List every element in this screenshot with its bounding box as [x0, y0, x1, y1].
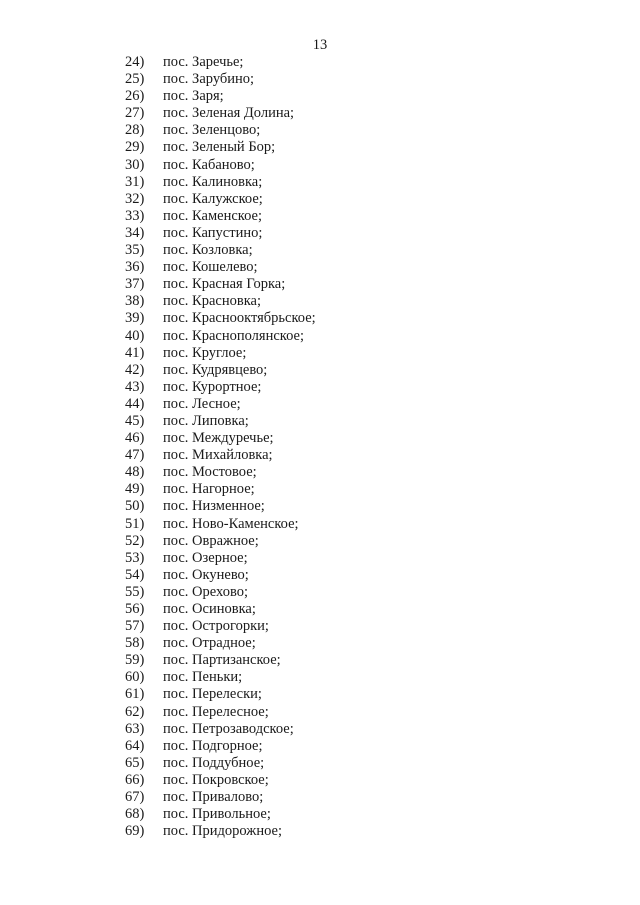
- item-text: пос. Нагорное;: [163, 481, 255, 498]
- item-text: пос. Озерное;: [163, 549, 248, 566]
- item-text: пос. Острогорки;: [163, 618, 269, 635]
- item-number: 58): [125, 635, 145, 652]
- item-text: пос. Заря;: [163, 88, 224, 105]
- item-number: 34): [125, 224, 145, 241]
- item-number: 57): [125, 618, 145, 635]
- item-text: пос. Низменное;: [163, 498, 265, 515]
- item-number: 24): [125, 54, 145, 70]
- item-number: 40): [125, 327, 145, 344]
- item-number: 41): [125, 344, 145, 361]
- item-number: 56): [125, 601, 145, 617]
- item-text: пос. Орехово;: [163, 583, 248, 600]
- item-text: пос. Михайловка;: [163, 447, 273, 464]
- item-number: 69): [125, 823, 145, 840]
- item-number: 33): [125, 207, 145, 224]
- item-text: пос. Калиновка;: [163, 173, 263, 190]
- item-text: пос. Калужское;: [163, 190, 263, 207]
- item-number: 36): [125, 259, 145, 276]
- item-number: 45): [125, 412, 145, 429]
- item-number: 32): [125, 190, 145, 207]
- item-number: 63): [125, 720, 145, 737]
- item-number: 28): [125, 122, 145, 139]
- item-text: пос. Пеньки;: [163, 669, 243, 686]
- item-text: пос. Заречье;: [163, 54, 244, 70]
- item-number: 25): [125, 71, 145, 88]
- item-number: 60): [125, 669, 145, 686]
- item-number: 48): [125, 464, 145, 481]
- item-text: пос. Красная Горка;: [163, 276, 286, 293]
- item-number: 30): [125, 156, 145, 173]
- item-text: пос. Окунево;: [163, 566, 249, 583]
- item-text: пос. Междуречье;: [163, 430, 274, 447]
- item-text: пос. Отрадное;: [163, 635, 256, 652]
- item-text: пос. Козловка;: [163, 242, 253, 259]
- item-number: 64): [125, 737, 145, 754]
- item-text: пос. Краснооктябрьское;: [163, 310, 316, 327]
- item-number: 38): [125, 293, 145, 310]
- item-text: пос. Осиновка;: [163, 601, 256, 617]
- item-number: 59): [125, 652, 145, 669]
- item-text: пос. Привалово;: [163, 789, 264, 806]
- item-text: пос. Покровское;: [163, 771, 269, 788]
- item-text: пос. Овражное;: [163, 532, 259, 549]
- item-text: пос. Зарубино;: [163, 71, 255, 88]
- item-number: 39): [125, 310, 145, 327]
- item-number: 53): [125, 549, 145, 566]
- item-number: 55): [125, 583, 145, 600]
- item-number: 62): [125, 703, 145, 720]
- item-text: пос. Ново-Каменское;: [163, 515, 299, 532]
- item-text: пос. Придорожное;: [163, 823, 282, 840]
- item-text: пос. Красновка;: [163, 293, 261, 310]
- item-text: пос. Краснополянское;: [163, 327, 304, 344]
- item-number: 29): [125, 139, 145, 156]
- item-text: пос. Липовка;: [163, 412, 249, 429]
- item-number: 27): [125, 105, 145, 122]
- item-number: 66): [125, 771, 145, 788]
- item-number: 42): [125, 361, 145, 378]
- item-text: пос. Мостовое;: [163, 464, 257, 481]
- item-number: 67): [125, 789, 145, 806]
- item-number: 26): [125, 88, 145, 105]
- page-number: 13: [312, 37, 328, 53]
- item-number: 49): [125, 481, 145, 498]
- item-text: пос. Зеленцово;: [163, 122, 261, 139]
- item-text: пос. Перелесное;: [163, 703, 269, 720]
- item-text: пос. Перелески;: [163, 686, 262, 703]
- item-text: пос. Курортное;: [163, 378, 262, 395]
- item-text: пос. Партизанское;: [163, 652, 281, 669]
- item-number: 43): [125, 378, 145, 395]
- item-text: пос. Лесное;: [163, 395, 241, 412]
- item-text: пос. Капустино;: [163, 224, 263, 241]
- item-text: пос. Поддубное;: [163, 754, 265, 771]
- item-number: 44): [125, 395, 145, 412]
- item-text: пос. Зеленый Бор;: [163, 139, 276, 156]
- item-number: 50): [125, 498, 145, 515]
- item-text: пос. Привольное;: [163, 806, 271, 823]
- item-number: 47): [125, 447, 145, 464]
- item-number: 46): [125, 430, 145, 447]
- item-text: пос. Кудрявцево;: [163, 361, 268, 378]
- item-number: 54): [125, 566, 145, 583]
- item-number: 35): [125, 242, 145, 259]
- item-number: 52): [125, 532, 145, 549]
- item-number: 31): [125, 173, 145, 190]
- item-text: пос. Зеленая Долина;: [163, 105, 295, 122]
- item-text: пос. Круглое;: [163, 344, 247, 361]
- item-number: 51): [125, 515, 145, 532]
- item-text: пос. Петрозаводское;: [163, 720, 294, 737]
- item-text: пос. Подгорное;: [163, 737, 263, 754]
- item-text: пос. Каменское;: [163, 207, 262, 224]
- item-number: 61): [125, 686, 145, 703]
- item-text: пос. Кошелево;: [163, 259, 258, 276]
- item-number: 65): [125, 754, 145, 771]
- item-number: 68): [125, 806, 145, 823]
- item-number: 37): [125, 276, 145, 293]
- item-text: пос. Кабаново;: [163, 156, 255, 173]
